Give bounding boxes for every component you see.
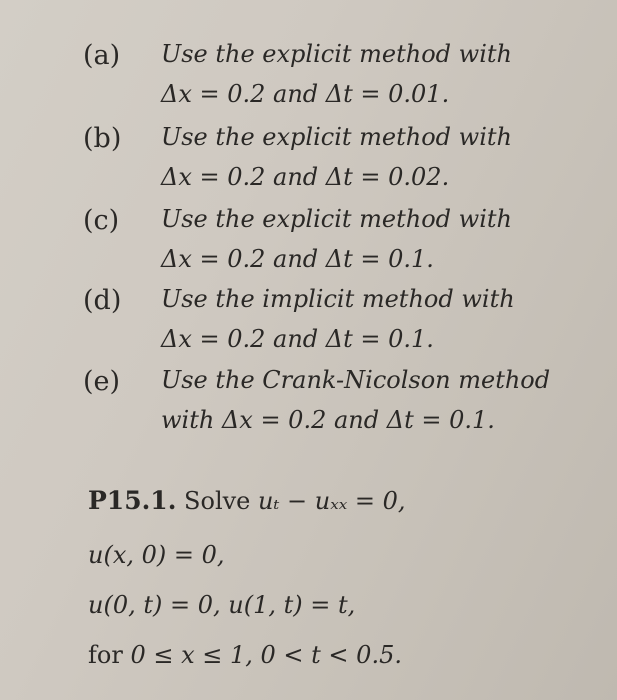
item-text-line2: Δx = 0.2 and Δt = 0.01. (161, 80, 450, 108)
item-label: (e) (83, 366, 121, 397)
item-text-line1: Use the explicit method with (161, 40, 512, 68)
problem-verb: Solve (184, 487, 251, 515)
item-text-line2: Δx = 0.2 and Δt = 0.1. (161, 325, 434, 353)
item-text-line2: Δx = 0.2 and Δt = 0.1. (161, 245, 434, 273)
item-text-line1: Use the explicit method with (161, 205, 512, 233)
item-label: (d) (83, 285, 122, 316)
item-text-line2: Δx = 0.2 and Δt = 0.02. (161, 163, 450, 191)
pde-equation: uₜ − uₓₓ = 0, (258, 487, 406, 515)
problem-number: P15.1. (88, 486, 177, 515)
item-label: (c) (83, 205, 120, 236)
item-text-line1: Use the Crank-Nicolson method (161, 366, 551, 394)
item-label: (a) (83, 40, 121, 71)
problem-statement (88, 486, 406, 515)
domain-range: 0 ≤ x ≤ 1, 0 < t < 0.5. (130, 641, 402, 669)
item-text-line1: Use the implicit method with (161, 285, 515, 313)
item-text-line2: with Δx = 0.2 and Δt = 0.1. (161, 406, 495, 434)
boundary-conditions: u(0, t) = 0, u(1, t) = t, (88, 591, 356, 619)
domain-statement (88, 641, 402, 669)
for-word: for (88, 641, 123, 669)
item-label: (b) (83, 123, 122, 154)
initial-condition: u(x, 0) = 0, (88, 541, 225, 569)
item-text-line1: Use the explicit method with (161, 123, 512, 151)
